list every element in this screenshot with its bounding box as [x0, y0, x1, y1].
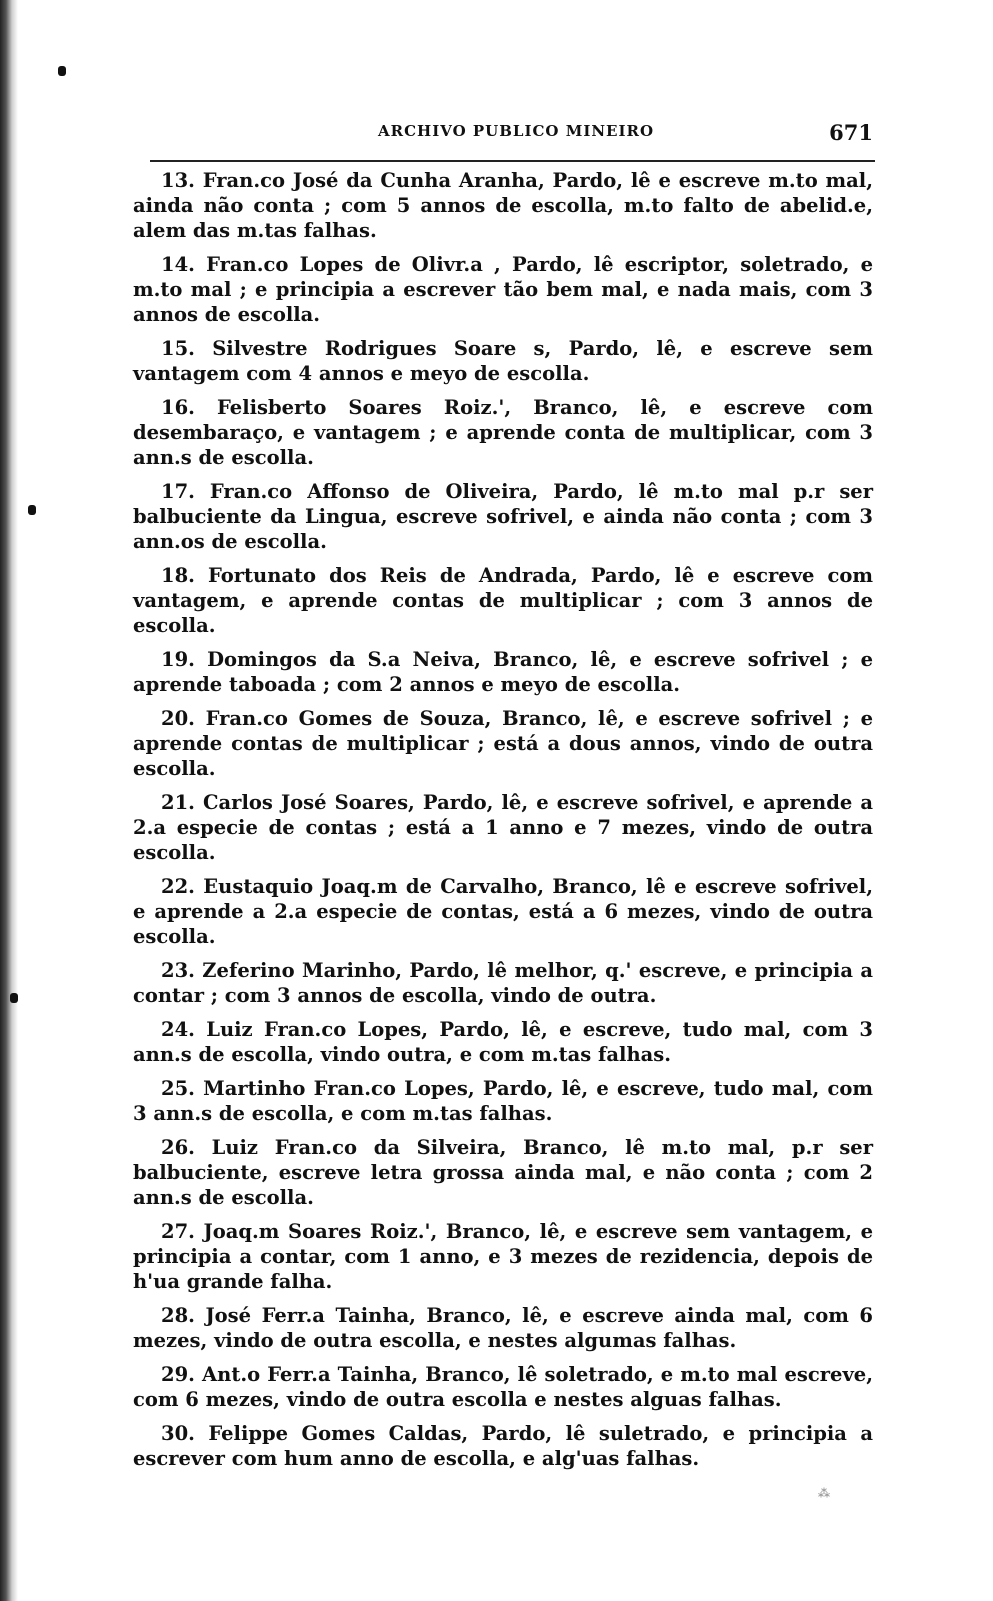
- entry-21: 21. Carlos José Soares, Pardo, lê, e escreve sofrivel, e aprende a 2.a especie de contas ; está a 1 anno e 7 mezes, vindo de outra escolla.: [133, 791, 873, 864]
- entry-28: 28. José Ferr.a Tainha, Branco, lê, e escreve ainda mal, com 6 mezes, vindo de outra escolla, e nestes algumas falhas.: [133, 1304, 873, 1352]
- document-body: [133, 168, 873, 1480]
- entry-16: 16. Felisberto Soares Roiz.', Branco, lê, e escreve com desembaraço, e vantagem ; e aprende conta de multiplicar, com 3 ann.s de escolla.: [133, 396, 873, 469]
- entry-26: 26. Luiz Fran.co da Silveira, Branco, lê m.to mal, p.r ser balbuciente, escreve letra grossa ainda mal, e não conta ; com 2 ann.s de escolla.: [133, 1136, 873, 1209]
- entry-13: 13. Fran.co José da Cunha Aranha, Pardo, lê e escreve m.to mal, ainda não conta ; com 5 annos de escolla, m.to falto de abelid.e, alem das m.tas falhas.: [133, 169, 873, 242]
- entry-22: 22. Eustaquio Joaq.m de Carvalho, Branco, lê e escreve sofrivel, e aprende a 2.a especie de contas, está a 6 mezes, vindo de outra escolla.: [133, 875, 873, 948]
- entry-29: 29. Ant.o Ferr.a Tainha, Branco, lê soletrado, e m.to mal escreve, com 6 mezes, vindo de outra escolla e nestes alguas falhas.: [133, 1363, 873, 1411]
- entry-20: 20. Fran.co Gomes de Souza, Branco, lê, e escreve sofrivel ; e aprende contas de multiplicar ; está a dous annos, vindo de outra escolla.: [133, 707, 873, 780]
- ink-speck: [28, 505, 36, 515]
- entry-30: 30. Felippe Gomes Caldas, Pardo, lê suletrado, e principia a escrever com hum anno de escolla, e alg'uas falhas.: [133, 1422, 873, 1470]
- entry-24: 24. Luiz Fran.co Lopes, Pardo, lê, e escreve, tudo mal, com 3 ann.s de escolla, vindo outra, e com m.tas falhas.: [133, 1018, 873, 1066]
- entry-18: 18. Fortunato dos Reis de Andrada, Pardo, lê e escreve com vantagem, e aprende contas de multiplicar ; com 3 annos de escolla.: [133, 564, 873, 637]
- entry-19: 19. Domingos da S.a Neiva, Branco, lê, e escreve sofrivel ; e aprende taboada ; com 2 annos e meyo de escolla.: [133, 648, 873, 696]
- scan-smudge: ⁂: [818, 1486, 830, 1500]
- entry-14: 14. Fran.co Lopes de Olivr.a , Pardo, lê escriptor, soletrado, e m.to mal ; e principia a escrever tão bem mal, e nada mais, com 3 annos de escolla.: [133, 253, 873, 326]
- ink-speck: [10, 993, 18, 1003]
- running-title: ARCHIVO PUBLICO MINEIRO: [378, 122, 655, 140]
- entry-15: 15. Silvestre Rodrigues Soare s, Pardo, lê, e escreve sem vantagem com 4 annos e meyo de escolla.: [133, 337, 873, 385]
- scan-edge-shadow: [0, 0, 18, 1601]
- entry-23: 23. Zeferino Marinho, Pardo, lê melhor, q.' escreve, e principia a contar ; com 3 annos de escolla, vindo de outra.: [133, 959, 873, 1007]
- ink-speck: [58, 66, 66, 76]
- entry-17: 17. Fran.co Affonso de Oliveira, Pardo, lê m.to mal p.r ser balbuciente da Lingua, escreve sofrivel, e ainda não conta ; com 3 ann.os de escolla.: [133, 480, 873, 553]
- page-number: 671: [829, 120, 873, 145]
- entry-25: 25. Martinho Fran.co Lopes, Pardo, lê, e escreve, tudo mal, com 3 ann.s de escolla, e com m.tas falhas.: [133, 1077, 873, 1125]
- page-header: [150, 118, 875, 162]
- entry-27: 27. Joaq.m Soares Roiz.', Branco, lê, e escreve sem vantagem, e principia a contar, com 1 anno, e 3 mezes de rezidencia, depois de h'ua grande falha.: [133, 1220, 873, 1293]
